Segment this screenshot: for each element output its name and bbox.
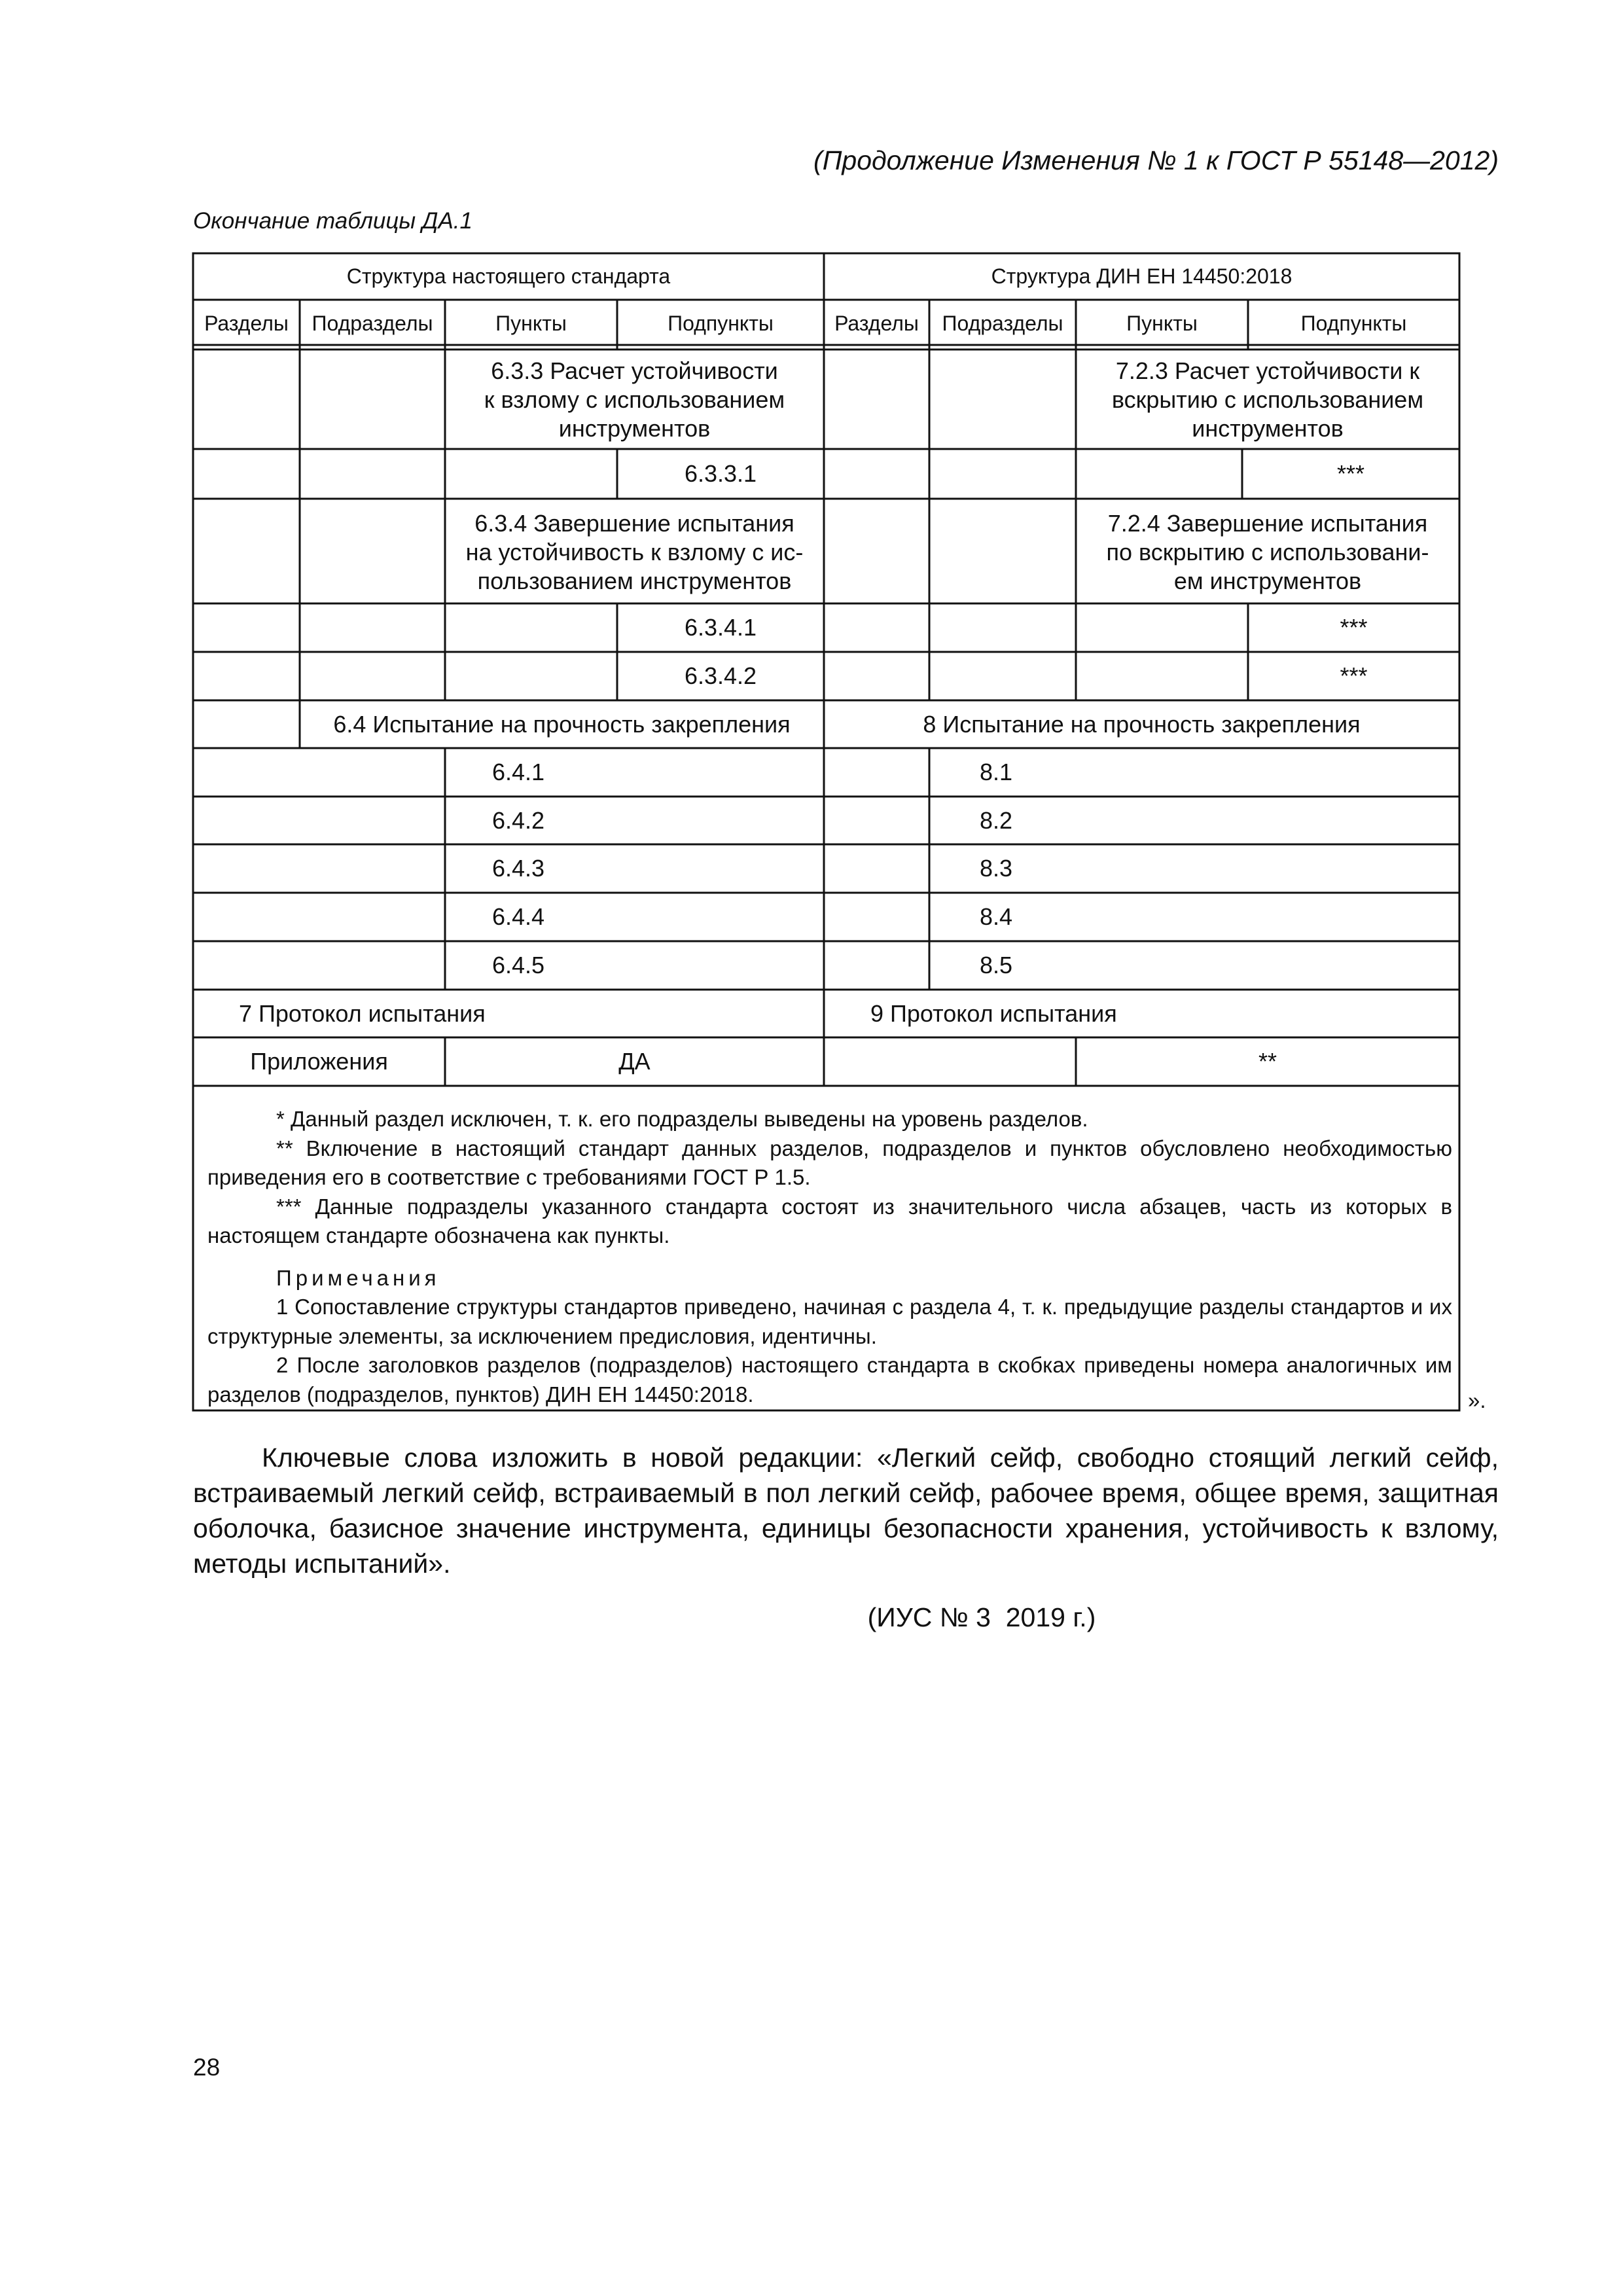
table-footnotes xyxy=(207,1105,1452,1409)
note: 2 После заголовков разделов (подразделов) настоящего стандарта в скобках приведены номера аналогичных им разделов (подразделов, пунктов) ДИН ЕН 14450:2018. xyxy=(207,1353,1452,1407)
footnote: ** Включение в настоящий стандарт данных разделов, подразделов и пунктов обусловлено необходимостью приведения его в соответствие с требованиями ГОСТ Р 1.5. xyxy=(207,1136,1452,1189)
table-cell: вскрытию с использованием xyxy=(1111,386,1424,413)
table-cell: 8.4 xyxy=(980,903,1013,930)
table-cell: 7.2.4 Завершение испытания xyxy=(1107,510,1428,537)
table-cell: 6.4.4 xyxy=(492,903,545,930)
table-cell: 6.3.4.2 xyxy=(684,662,757,689)
table-caption: Окончание таблицы ДА.1 xyxy=(193,208,473,234)
page-number: 28 xyxy=(193,2054,221,2081)
table-cell: 6.4.5 xyxy=(492,952,545,978)
col-header: Подразделы xyxy=(312,312,433,335)
footnote: *** Данные подразделы указанного стандарта состоят из значительного числа абзацев, часть из которых в настоящем стандарте обозначена как пункты. xyxy=(207,1194,1452,1247)
col-header: Пункты xyxy=(495,312,567,335)
table-cell: инструментов xyxy=(1192,415,1344,442)
table-cell: 7 Протокол испытания xyxy=(239,1000,486,1027)
group-right-header: Структура ДИН ЕН 14450:2018 xyxy=(991,264,1293,288)
table-cell: ДА xyxy=(618,1048,651,1075)
table-cell: 6.3.3 Расчет устойчивости xyxy=(491,357,778,384)
table-cell: 6.4 Испытание на прочность закрепления xyxy=(333,711,791,738)
table-cell: пользованием инструментов xyxy=(477,567,792,594)
table-cell: 6.3.3.1 xyxy=(684,460,757,487)
ius-reference: (ИУС № 3 2019 г.) xyxy=(867,1602,1096,1632)
table-cell: *** xyxy=(1340,614,1368,641)
col-header: Подразделы xyxy=(942,312,1063,335)
table-cell: 8.5 xyxy=(980,952,1013,978)
table-cell: по вскрытию с использовани- xyxy=(1106,539,1429,565)
note: 1 Сопоставление структуры стандартов приведено, начиная с раздела 4, т. к. предыдущие разделы стандартов и их структурные элементы, за исключением предисловия, идентичны. xyxy=(207,1295,1452,1348)
closing-quote: ». xyxy=(1468,1388,1486,1412)
table-cell: 6.4.2 xyxy=(492,807,545,834)
table-cell: *** xyxy=(1340,662,1368,689)
table-cell: к взлому с использованием xyxy=(484,386,785,413)
table-cell: 6.3.4 Завершение испытания xyxy=(474,510,794,537)
table-cell: 7.2.3 Расчет устойчивости к xyxy=(1115,357,1420,384)
table-cell: 8 Испытание на прочность закрепления xyxy=(923,711,1361,738)
table-cell: на устойчивость к взлому с ис- xyxy=(465,539,804,565)
table-cell: инструментов xyxy=(558,415,711,442)
footnote: * Данный раздел исключен, т. к. его подразделы выведены на уровень разделов. xyxy=(276,1107,1088,1131)
table-cell: *** xyxy=(1336,460,1365,487)
running-head: (Продолжение Изменения № 1 к ГОСТ Р 55148—2012) xyxy=(813,145,1499,175)
col-header: Разделы xyxy=(204,312,289,335)
notes-heading: Примечания xyxy=(276,1265,440,1290)
table-cell: 8.1 xyxy=(980,759,1013,785)
keywords-paragraph: Ключевые слова изложить в новой редакции: «Легкий сейф, свободно стоящий легкий сейф, встраиваемый легкий сейф, встраиваемый в пол легкий сейф, рабочее время, общее время, защитная оболочка, базисное значение инструмента, единицы безопасности хранения, устойчивость к взлому, методы испытаний». xyxy=(193,1443,1499,1579)
col-header: Подпункты xyxy=(1300,312,1407,335)
table-cell: 6.3.4.1 xyxy=(684,614,757,641)
col-header: Разделы xyxy=(834,312,919,335)
table-cell: 8.3 xyxy=(980,855,1013,882)
table-cell: 8.2 xyxy=(980,807,1013,834)
table-cell: 6.4.3 xyxy=(492,855,545,882)
col-header: Подпункты xyxy=(668,312,774,335)
table-cell: ем инструментов xyxy=(1173,567,1362,594)
table-cell: ** xyxy=(1258,1048,1277,1075)
table-cell: 6.4.1 xyxy=(492,759,545,785)
group-left-header: Структура настоящего стандарта xyxy=(346,264,671,288)
table-cell: Приложения xyxy=(250,1048,388,1075)
col-header: Пункты xyxy=(1126,312,1198,335)
table-cell: 9 Протокол испытания xyxy=(870,1000,1117,1027)
